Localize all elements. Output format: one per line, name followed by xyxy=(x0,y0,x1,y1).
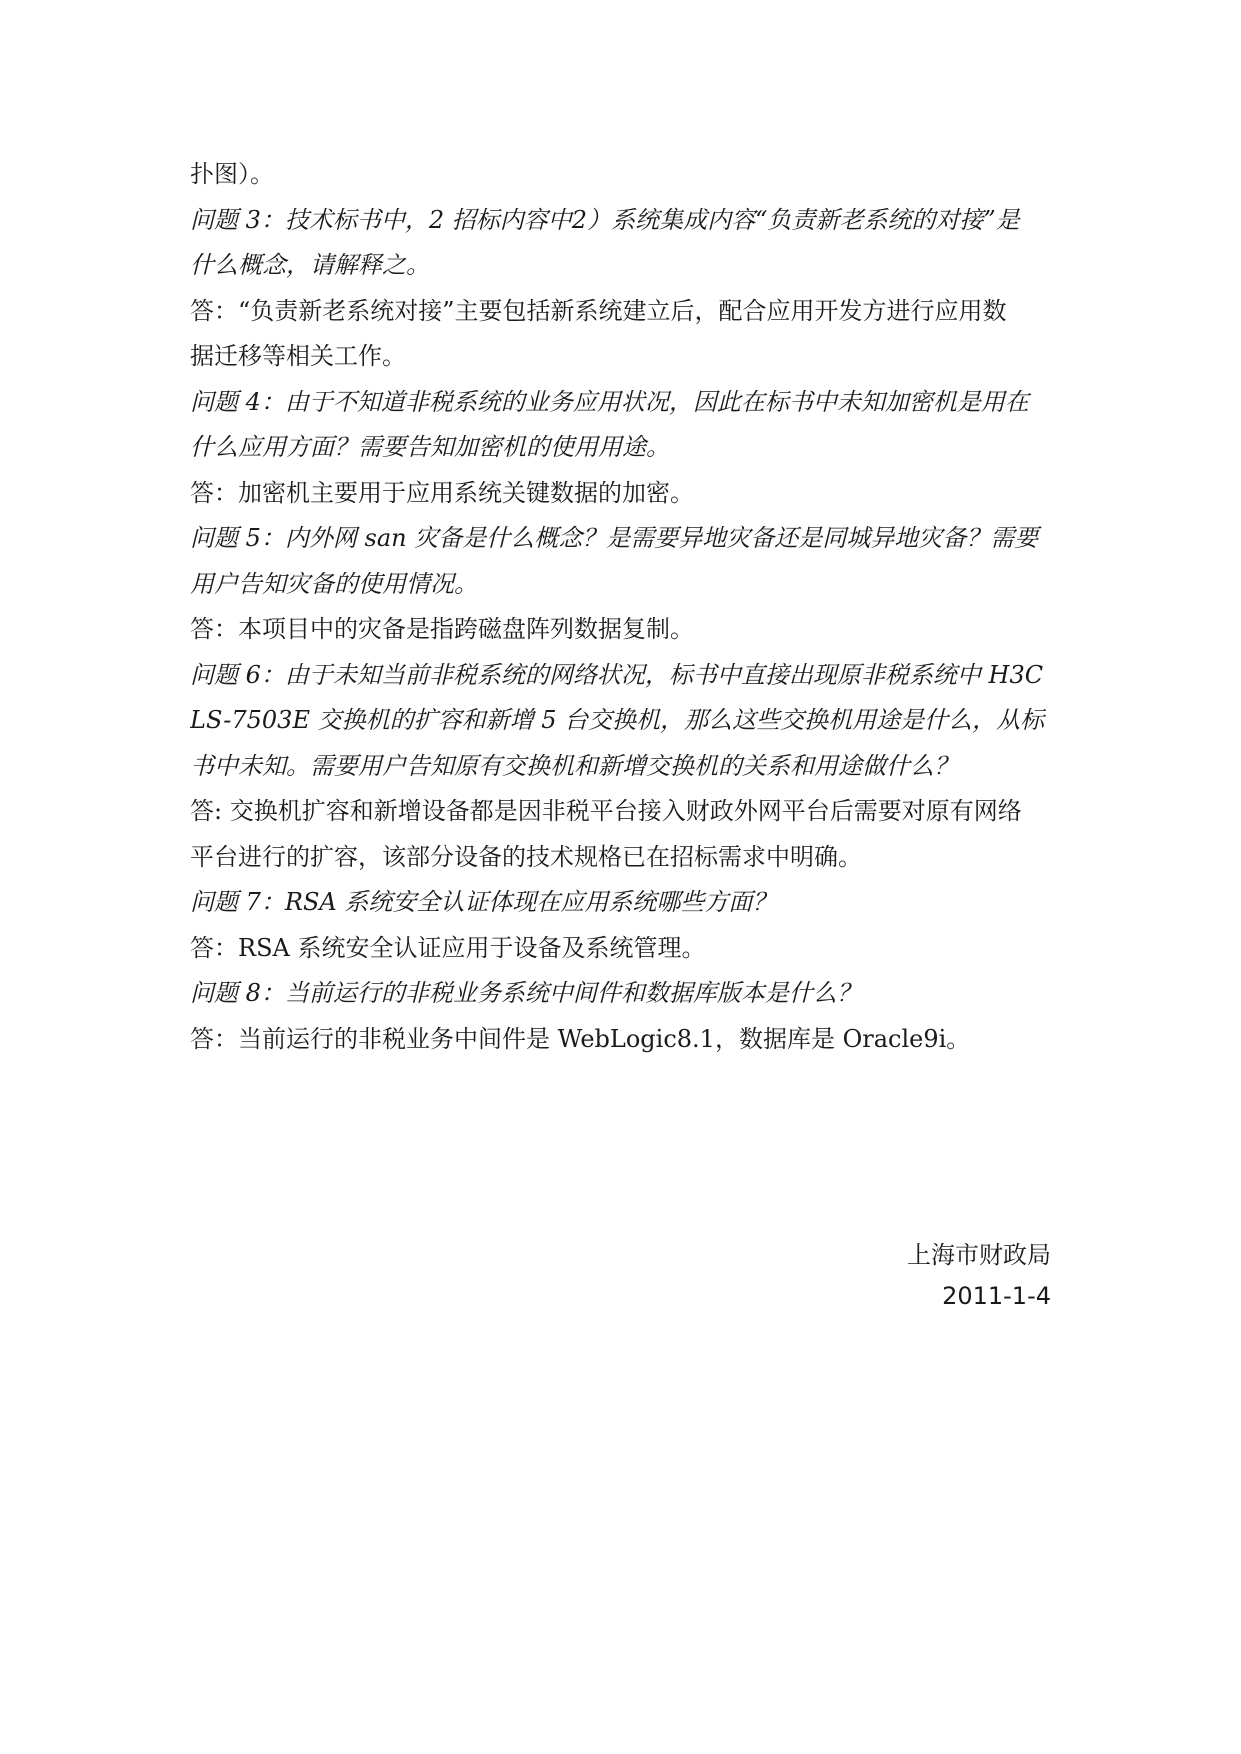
qa-body xyxy=(190,152,1060,1062)
question-line: LS-7503E 交换机的扩容和新增 5 台交换机，那么这些交换机用途是什么，从标 xyxy=(190,706,1045,734)
question-line: 什么概念，请解释之。 xyxy=(190,251,430,279)
answer-line: 答：“负责新老系统对接”主要包括新系统建立后，配合应用开发方进行应用数 xyxy=(190,296,1007,325)
question-line: 问题 4：由于不知道非税系统的业务应用状况，因此在标书中未知加密机是用在 xyxy=(190,387,1029,416)
question-line: 问题 7：RSA 系统安全认证体现在应用系统哪些方面？ xyxy=(190,888,777,916)
answer-line: 据迁移等相关工作。 xyxy=(190,342,406,370)
answer-line: 平台进行的扩容，该部分设备的技术规格已在招标需求中明确。 xyxy=(190,842,862,871)
question-line: 什么应用方面？需要告知加密机的使用用途。 xyxy=(190,433,670,461)
signature-organization: 上海市财政局 xyxy=(907,1241,1051,1269)
question-line: 问题 5：内外网 san 灾备是什么概念？是需要异地灾备还是同城异地灾备？需要 xyxy=(190,524,1039,552)
question-line: 问题 8：当前运行的非税业务系统中间件和数据库版本是什么？ xyxy=(190,979,861,1007)
question-line: 问题 6：由于未知当前非税系统的网络状况，标书中直接出现原非税系统中 H3C xyxy=(190,660,1044,689)
question-line: 用户告知灾备的使用情况。 xyxy=(190,569,478,598)
signature-date: 2011-1-4 xyxy=(942,1282,1051,1310)
answer-line: 答：RSA 系统安全认证应用于设备及系统管理。 xyxy=(190,933,706,962)
question-line: 书中未知。需要用户告知原有交换机和新增交换机的关系和用途做什么？ xyxy=(190,751,958,780)
answer-line: 答：本项目中的灾备是指跨磁盘阵列数据复制。 xyxy=(190,615,694,643)
answer-line: 答：当前运行的非税业务中间件是 WebLogic8.1，数据库是 Oracle9i。 xyxy=(190,1024,971,1053)
answer-line: 答: 交换机扩容和新增设备都是因非税平台接入财政外网平台后需要对原有网络 xyxy=(190,797,1022,825)
answer-line: 答：加密机主要用于应用系统关键数据的加密。 xyxy=(190,478,694,507)
text-line: 扑图）。 xyxy=(190,160,274,188)
question-line: 问题 3：技术标书中，2 招标内容中2）系统集成内容“负责新老系统的对接”是 xyxy=(190,205,1020,234)
